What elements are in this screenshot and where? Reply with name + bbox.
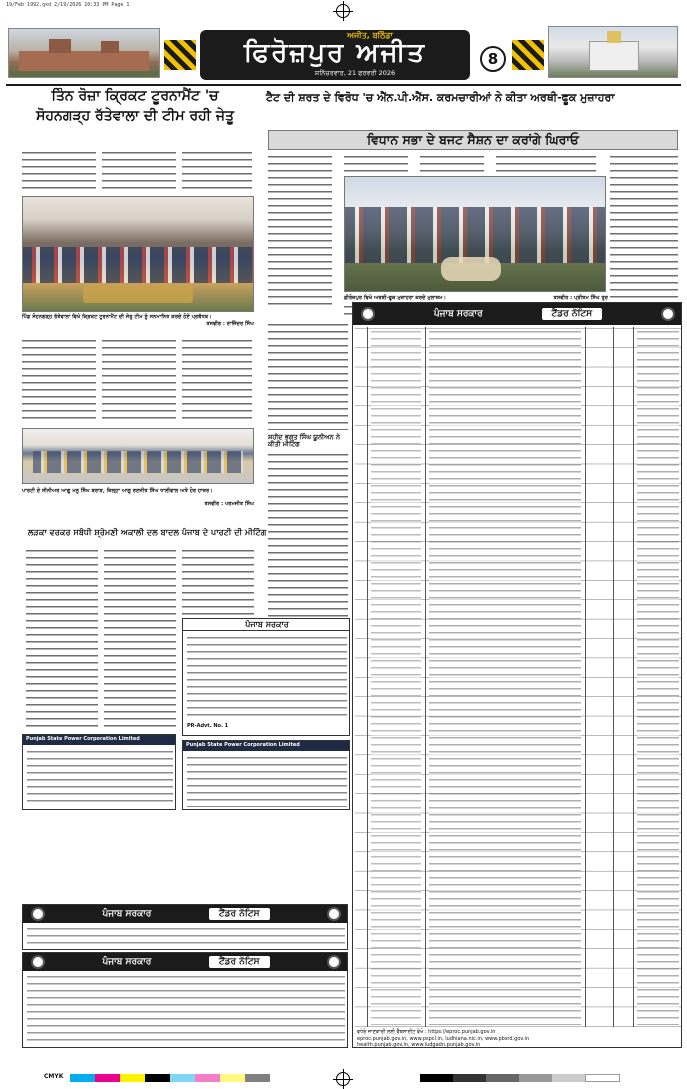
emblem-icon: [327, 955, 341, 969]
punjab-seal-icon: [31, 907, 45, 921]
story1-headline-line2: ਸੋਹਨਗੜ੍ਹ ਰੱਤੇਵਾਲਾ ਦੀ ਟੀਮ ਰਹੀ ਜੇਤੂ: [36, 108, 234, 124]
story5-body-col2: [104, 548, 176, 730]
emblem-icon: [661, 307, 675, 321]
tender-small2-label: ਟੈਂਡਰ ਨੋਟਿਸ: [209, 956, 270, 968]
tender-large-title: ਪੰਜਾਬ ਸਰਕਾਰ: [433, 309, 483, 319]
pspcl-notice-2: [182, 740, 350, 810]
masthead-brand: ਅਜੀਤ, ਬਠਿੰਡਾ: [347, 31, 393, 40]
story2-subheadline: ਵਿਧਾਨ ਸਭਾ ਦੇ ਬਜਟ ਸੈਸ਼ਨ ਦਾ ਕਰਾਂਗੇ ਘਿਰਾਓ: [268, 130, 678, 150]
story2-body-col2: [344, 154, 408, 174]
tender-footer-line1: ਵਧੇਰੇ ਜਾਣਕਾਰੀ ਲਈ ਵੈੱਬਸਾਈਟ ਵੇਖੋ : https://eproc.punjab.gov.in: [357, 1029, 496, 1035]
story4-headline: ਸ਼ਹੀਦ ਭਗਤ ਸਿੰਘ ਯੂਨੀਅਨ ਨੇ ਕੀਤੀ ਮੀਟਿੰਗ: [268, 433, 341, 449]
story1-headline-line1: ਤਿੰਨ ਰੋਜ਼ਾ ਕ੍ਰਿਕਟ ਟੂਰਨਾਮੈਂਟ 'ਚ: [51, 88, 219, 104]
page-number: 8: [480, 46, 506, 72]
punjab-seal-icon: [31, 955, 45, 969]
tender-notice-large: [352, 302, 682, 1048]
story2-body-col5: [610, 154, 678, 310]
story1-body-col3: [182, 150, 252, 194]
story2-photo-credit: ਤਸਵੀਰ : ਪ੍ਰੀਤਮ ਸਿੰਘ ਤੂਰ: [553, 295, 608, 301]
story1-body-col5: [102, 338, 176, 424]
color-bar: [420, 1074, 620, 1082]
cmyk-label: CMYK: [44, 1073, 64, 1080]
masthead-left-photo: [8, 28, 160, 78]
masthead-right-photo: [548, 26, 678, 78]
story2-headline: ਟੈਟ ਦੀ ਸ਼ਰਤ ਦੇ ਵਿਰੋਧ 'ਚ ਐੱਨ.ਪੀ.ਐੱਸ. ਕਰਮਚਾਰੀਆਂ ਨੇ ਕੀਤਾ ਅਰਥੀ-ਫੂਕ ਮੁਜ਼ਾਹਰਾ: [266, 91, 615, 104]
tender-small1-title: ਪੰਜਾਬ ਸਰਕਾਰ: [102, 909, 152, 919]
story1-photo-credit: ਤਸਵੀਰ : ਰਾਜਿੰਦਰ ਸਿੰਘ: [206, 321, 254, 327]
story3-photo-credit: ਤਸਵੀਰ : ਪਰਮਜੀਤ ਸਿੰਘ: [204, 501, 254, 507]
tender-notice-small-2: [22, 952, 348, 1048]
pspcl-notice-2-title: Punjab State Power Corporation Limited: [183, 741, 350, 751]
pspcl-notice-1-title: Punjab State Power Corporation Limited: [23, 735, 176, 745]
registration-mark-icon: [336, 1072, 350, 1086]
masthead-title: ਫਿਰੋਜ਼ਪੁਰ ਅਜੀਤ: [243, 38, 427, 68]
emblem-icon: [327, 907, 341, 921]
story2-body-col6: [268, 322, 348, 430]
masthead-rule: [6, 84, 681, 86]
tender-notice-small-1: [22, 904, 348, 950]
color-bar: [70, 1074, 270, 1082]
mid-notice-title: ਪੰਜਾਬ ਸਰਕਾਰ: [183, 619, 350, 631]
tender-large-rows: [355, 327, 681, 1027]
masthead-date: ਸ਼ਨਿੱਚਰਵਾਰ, 21 ਫਰਵਰੀ 2026: [314, 69, 396, 77]
story1-body-col6: [182, 338, 252, 424]
punjab-sarkar-notice-mid: [182, 618, 350, 736]
story2-protest-photo: [344, 176, 606, 292]
punjab-seal-icon: [361, 307, 375, 321]
pspcl-notice-1: [22, 734, 176, 810]
story3-group-photo: [22, 428, 254, 484]
story1-body-col4: [22, 338, 96, 424]
story3-photo-caption: ਪਾਰਟੀ ਦੇ ਸੀਨੀਅਰ ਆਗੂ ਮਨੂ ਸਿੰਘ ਬਰਾੜ, ਜ਼ਿਲ੍ਹਾ ਆਗੂ ਰਣਜੀਤ ਸਿੰਘ ਧਾਲੀਵਾਲ ਅਤੇ ਹੋਰ ਹਾਜ਼ਰ।: [22, 488, 213, 494]
tender-footer-line2: eproc.punjab.gov.in, www.pspcl.in, ludhiana.nic.in, www.pbsrd.gov.in: [357, 1035, 530, 1042]
story2-body-col3: [420, 154, 484, 174]
masthead-decoration: [164, 40, 196, 70]
story1-photo-caption: ਪਿੰਡ ਸੋਹਨਗੜ੍ਹ ਰੱਤੇਵਾਲਾ ਵਿਖੇ ਕ੍ਰਿਕਟ ਟੂਰਨਾਮੈਂਟ ਦੀ ਜੇਤੂ ਟੀਮ ਨੂੰ ਸਨਮਾਨਿਤ ਕਰਦੇ ਹੋਏ ਪ੍ਰਬੰਧਕ।: [22, 314, 212, 320]
story1-team-photo: [22, 196, 254, 312]
tender-small1-label: ਟੈਂਡਰ ਨੋਟਿਸ: [209, 908, 270, 920]
tender-footer-line3: health.punjab.gov.in, www.ludgadn.punjab.gov.in: [357, 1042, 481, 1048]
masthead-decoration: [512, 40, 544, 70]
tender-small2-title: ਪੰਜਾਬ ਸਰਕਾਰ: [102, 957, 152, 967]
story2-photo-caption: ਫ਼ੀਰੋਜ਼ਪੁਰ ਵਿਖੇ ਅਰਥੀ-ਫੂਕ ਮੁਜ਼ਾਹਰਾ ਕਰਦੇ ਮੁਲਾਜ਼ਮ।: [344, 295, 447, 301]
story1-body-col2: [102, 150, 176, 194]
registration-mark-icon: [336, 4, 350, 18]
story5-body-col3: [182, 548, 254, 618]
mid-notice-pr: PR-Advt. No. 1: [187, 723, 229, 729]
story5-body-col1: [26, 548, 98, 730]
print-slug: 19/Feb 1992.qxd 2/19/2026 10:33 PM Page 1: [6, 2, 130, 8]
story2-body-col1: [268, 154, 332, 310]
story1-body-col1: [22, 150, 96, 194]
tender-large-label: ਟੈਂਡਰ ਨੋਟਿਸ: [542, 308, 603, 320]
story5-headline: ਲੜਕਾ ਵਰਕਰ ਸਬੰਧੀ ਸ਼੍ਰੋਮਣੀ ਅਕਾਲੀ ਦਲ ਬਾਦਲ ਪੰਜਾਬ ਦੇ ਪਾਰਟੀ ਦੀ ਮੀਟਿੰਗ: [28, 527, 267, 537]
story2-body-col4: [496, 154, 596, 174]
